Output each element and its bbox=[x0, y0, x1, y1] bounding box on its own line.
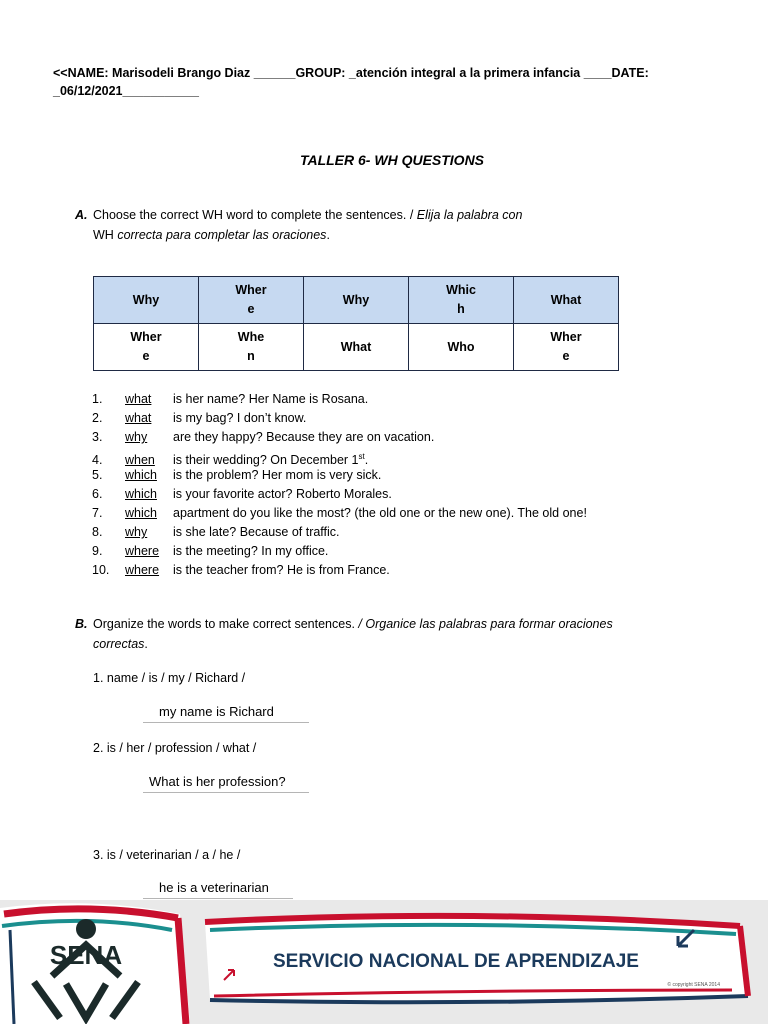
b-item-3-answer[interactable] bbox=[143, 878, 293, 899]
question-text: is the meeting? In my office. bbox=[173, 544, 329, 558]
table-cell bbox=[304, 324, 409, 371]
cell-text: n bbox=[247, 349, 255, 363]
b-item-2-prompt: 2. is / her / profession / what / bbox=[93, 741, 257, 755]
table-cell bbox=[409, 277, 514, 324]
question-number: 7. bbox=[92, 506, 103, 520]
section-b-text-es-2: correctas bbox=[93, 637, 145, 651]
question-text: apartment do you like the most? (the old one or the new one). The old one! bbox=[173, 506, 587, 520]
cell-text: Wher bbox=[235, 283, 267, 297]
page-title: TALLER 6- WH QUESTIONS bbox=[299, 152, 485, 168]
table-cell bbox=[304, 277, 409, 324]
question-number: 1. bbox=[92, 392, 103, 406]
question-text: is my bag? I don’t know. bbox=[173, 411, 307, 425]
section-b-text-es: / Organice las palabras para formar oraciones bbox=[358, 617, 613, 631]
question-answer[interactable]: which bbox=[125, 506, 157, 520]
sena-footer-banner bbox=[0, 900, 768, 1024]
list-item bbox=[92, 504, 587, 523]
question-answer[interactable]: what bbox=[125, 411, 152, 425]
section-a-period: . bbox=[326, 228, 330, 242]
b-item-1-answer[interactable] bbox=[143, 702, 309, 723]
cell-text: Whic bbox=[446, 283, 476, 297]
question-text: is the teacher from? He is from France. bbox=[173, 563, 390, 577]
question-answer[interactable]: why bbox=[125, 525, 148, 539]
question-answer[interactable]: why bbox=[125, 430, 148, 444]
list-item bbox=[92, 561, 587, 580]
table-cell bbox=[409, 324, 514, 371]
question-answer[interactable]: where bbox=[125, 563, 160, 577]
b-item-3-answer-text: he is a veterinarian bbox=[159, 880, 269, 895]
question-answer[interactable]: which bbox=[125, 468, 157, 482]
section-a-text-es: Elija la palabra con bbox=[416, 208, 523, 222]
question-text: is she late? Because of traffic. bbox=[173, 525, 340, 539]
table-cell bbox=[94, 324, 199, 371]
table-cell bbox=[514, 277, 619, 324]
section-b-letter: B. bbox=[75, 617, 88, 631]
list-item bbox=[92, 409, 587, 428]
question-number: 3. bbox=[92, 430, 103, 444]
cell-text: What bbox=[550, 292, 582, 307]
table-row bbox=[94, 277, 619, 324]
cell-text: What bbox=[340, 339, 372, 354]
b-item-3-prompt: 3. is / veterinarian / a / he / bbox=[93, 848, 241, 862]
question-number: 10. bbox=[92, 563, 110, 577]
cell-text: Who bbox=[447, 339, 475, 354]
b-item-2-answer-text: What is her profession? bbox=[149, 774, 286, 789]
list-item bbox=[92, 466, 587, 485]
question-number: 9. bbox=[92, 544, 103, 558]
question-answer[interactable]: which bbox=[125, 487, 157, 501]
question-number: 4. bbox=[92, 453, 103, 468]
footer-graphic bbox=[0, 900, 768, 1024]
section-a-letter: A. bbox=[75, 208, 88, 222]
question-answer[interactable]: when bbox=[125, 453, 155, 468]
cell-text: Why bbox=[132, 292, 160, 307]
question-number: 2. bbox=[92, 411, 103, 425]
table-cell bbox=[514, 324, 619, 371]
question-text: is your favorite actor? Roberto Morales. bbox=[173, 487, 392, 501]
question-text: is their wedding? On December 1 bbox=[173, 453, 359, 468]
list-item bbox=[92, 523, 587, 542]
cell-text: Wher bbox=[550, 330, 582, 344]
table-cell bbox=[94, 277, 199, 324]
ordinal-suffix: st bbox=[358, 452, 365, 461]
question-answer[interactable]: what bbox=[125, 392, 152, 406]
question-number: 6. bbox=[92, 487, 103, 501]
section-b-text: Organize the words to make correct sentences. bbox=[93, 617, 355, 631]
question-list bbox=[92, 390, 587, 580]
section-a-wh: WH bbox=[93, 228, 114, 242]
question-number: 8. bbox=[92, 525, 103, 539]
cell-text: Wher bbox=[130, 330, 162, 344]
question-tail: . bbox=[364, 453, 369, 468]
cell-text: e bbox=[562, 349, 570, 363]
cell-text: Why bbox=[342, 292, 370, 307]
list-item bbox=[92, 485, 587, 504]
question-answer[interactable]: where bbox=[125, 544, 160, 558]
question-number: 5. bbox=[92, 468, 103, 482]
sena-logo-text: SENA bbox=[49, 940, 123, 970]
list-item bbox=[92, 390, 587, 409]
question-text: are they happy? Because they are on vacation. bbox=[173, 430, 435, 444]
b-item-2-answer[interactable] bbox=[143, 772, 309, 793]
section-b-instruction bbox=[75, 614, 695, 654]
table-row bbox=[94, 324, 619, 371]
wh-word-table bbox=[93, 276, 619, 371]
cell-text: e bbox=[142, 349, 150, 363]
banner-copyright: © copyright SENA 2014 bbox=[667, 982, 720, 988]
header-name-line: <<NAME: Marisodeli Brango Diaz ______GROUP: _atención integral a la primera infancia ____DATE: bbox=[53, 66, 649, 80]
table-cell bbox=[199, 277, 304, 324]
cell-text: h bbox=[457, 302, 465, 316]
list-item bbox=[92, 428, 587, 447]
question-text: is the problem? Her mom is very sick. bbox=[173, 468, 382, 482]
b-item-1-answer-text: my name is Richard bbox=[159, 704, 274, 719]
list-item bbox=[92, 542, 587, 561]
banner-title: SERVICIO NACIONAL DE APRENDIZAJE bbox=[273, 951, 639, 972]
section-a-instruction bbox=[75, 205, 675, 245]
table-cell bbox=[199, 324, 304, 371]
list-item bbox=[92, 447, 587, 466]
header-date-line: _06/12/2021___________ bbox=[53, 84, 199, 98]
cell-text: Whe bbox=[237, 330, 265, 344]
cell-text: e bbox=[247, 302, 255, 316]
section-a-text-es-2: correcta para completar las oraciones bbox=[117, 228, 327, 242]
b-item-1-prompt: 1. name / is / my / Richard / bbox=[93, 671, 246, 685]
section-a-text: Choose the correct WH word to complete the sentences. / bbox=[93, 208, 414, 222]
section-b-period: . bbox=[144, 637, 148, 651]
question-text: is her name? Her Name is Rosana. bbox=[173, 392, 369, 406]
